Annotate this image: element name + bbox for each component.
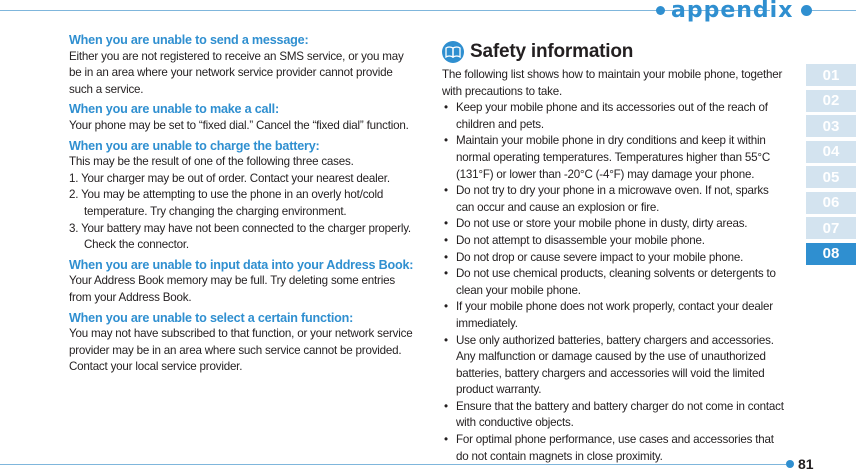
- tab-chapter-06[interactable]: 06: [806, 192, 856, 214]
- footer-rule: [0, 464, 786, 465]
- section-title: appendix: [671, 0, 794, 23]
- chapter-tabs: [806, 64, 856, 268]
- safety-list: [442, 100, 788, 465]
- book-icon: [442, 41, 464, 63]
- body-make-call: Your phone may be set to “fixed dial.” Cancel the “fixed dial” function.: [69, 118, 409, 132]
- tab-chapter-02[interactable]: 02: [806, 90, 856, 112]
- page-title: Safety information: [470, 40, 634, 62]
- body-charge-battery: This may be the result of one of the following three cases.: [69, 155, 354, 169]
- list-item: • Do not use chemical products, cleaning solvents or detergents to clean your mobile phone.: [442, 266, 788, 299]
- list-item: • Maintain your mobile phone in dry conditions and keep it within normal operating temperatures. Temperatures higher than 55°C (131°F) or lower than -20°C (-4°F) may damage your phone.: [442, 133, 788, 183]
- safety-title-row: [442, 41, 788, 63]
- page-number: 81: [798, 456, 814, 472]
- heading-charge-battery: When you are unable to charge the battery:: [69, 138, 320, 153]
- body-send-message: Either you are not registered to receive an SMS service, or you may be in an area where your network service provider cannot provide such a service.: [69, 49, 404, 96]
- header-dot-left: [656, 6, 665, 15]
- heading-make-call: When you are unable to make a call:: [69, 102, 279, 117]
- list-item: 2. You may be attempting to use the phone in an overly hot/cold temperature. Try changing the charging environment.: [69, 188, 384, 218]
- list-item: • Ensure that the battery and battery charger do not come in contact with conductive objects.: [442, 399, 788, 432]
- safety-column: [442, 41, 788, 465]
- list-item: • Do not use or store your mobile phone in dusty, dirty areas.: [442, 216, 788, 233]
- tab-chapter-04[interactable]: 04: [806, 141, 856, 163]
- header-rule-right: [812, 10, 856, 11]
- list-item: • If your mobile phone does not work properly, contact your dealer immediately.: [442, 299, 788, 332]
- header-rule: [0, 10, 770, 11]
- list-item: 1. Your charger may be out of order. Contact your nearest dealer.: [69, 171, 390, 185]
- tab-chapter-01[interactable]: 01: [806, 64, 856, 86]
- list-item: • Do not try to dry your phone in a microwave oven. If not, sparks can occur and cause an explosion or fire.: [442, 183, 788, 216]
- tab-chapter-08[interactable]: 08: [806, 243, 856, 265]
- tab-chapter-05[interactable]: 05: [806, 166, 856, 188]
- body-address-book: Your Address Book memory may be full. Try deleting some entries from your Address Book.: [69, 274, 395, 304]
- tab-chapter-07[interactable]: 07: [806, 217, 856, 239]
- list-item: • Use only authorized batteries, battery chargers and accessories. Any malfunction or damage caused by the use of unauthorized batteries, battery chargers and accessories will void the limited product warranty.: [442, 333, 788, 399]
- heading-send-message: When you are unable to send a message:: [69, 33, 309, 47]
- list-item: • Do not attempt to disassemble your mobile phone.: [442, 233, 788, 250]
- troubleshooting-column: [69, 32, 419, 376]
- heading-address-book: When you are unable to input data into your Address Book:: [69, 257, 414, 272]
- list-item: • Keep your mobile phone and its accessories out of the reach of children and pets.: [442, 100, 788, 133]
- heading-select-function: When you are unable to select a certain function:: [69, 310, 354, 325]
- safety-intro: The following list shows how to maintain your mobile phone, together with precautions to take.: [442, 68, 783, 98]
- list-item: • Do not drop or cause severe impact to your mobile phone.: [442, 250, 788, 267]
- list-item: • For optimal phone performance, use cases and accessories that do not contain magnets in close proximity.: [442, 432, 788, 465]
- footer-dot: [786, 460, 794, 468]
- tab-chapter-03[interactable]: 03: [806, 115, 856, 137]
- header-dot-right: [801, 5, 812, 16]
- body-select-function: You may not have subscribed to that function, or your network service provider may be in an area where such service cannot be provided. Contact your local service provider.: [69, 327, 413, 374]
- list-item: 3. Your battery may have not been connected to the charger properly. Check the connector.: [69, 221, 411, 252]
